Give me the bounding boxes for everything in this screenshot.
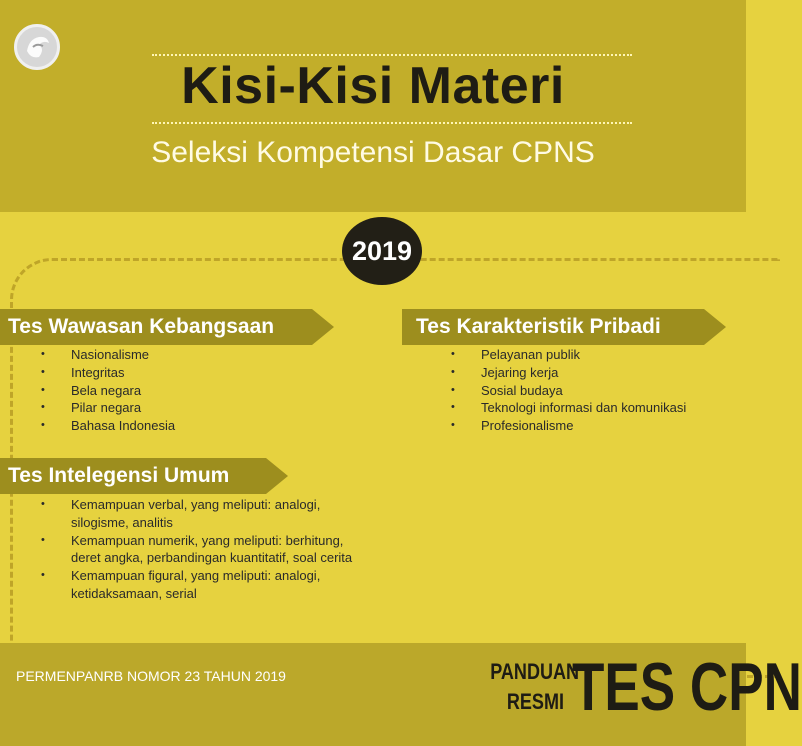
list-item: • Jejaring kerja — [451, 364, 686, 382]
page-title: Kisi-Kisi Materi — [181, 57, 565, 115]
section-title-tiu: Tes Intelegensi Umum — [0, 458, 266, 494]
list-item: • Bahasa Indonesia — [41, 417, 175, 435]
panduan-line: PANDUAN — [490, 659, 580, 684]
list-item: • Profesionalisme — [451, 417, 686, 435]
list-item: • Integritas — [41, 364, 175, 382]
tiu-list — [41, 496, 361, 603]
section-title-tkp: Tes Karakteristik Pribadi — [402, 309, 704, 345]
list-item: • Kemampuan numerik, yang meliputi: berhitung, deret angka, perbandingan kuantitatif, soal cerita — [41, 532, 361, 568]
twk-list — [41, 346, 175, 435]
panduan-resmi-label — [490, 657, 580, 717]
year-badge: 2019 — [342, 217, 422, 285]
list-item: • Teknologi informasi dan komunikasi — [451, 399, 686, 417]
list-item: • Bela negara — [41, 382, 175, 400]
list-item: • Kemampuan figural, yang meliputi: analogi, ketidaksamaan, serial — [41, 567, 361, 603]
header-dotted-line-bottom — [152, 122, 632, 124]
list-item: • Nasionalisme — [41, 346, 175, 364]
section-title-twk: Tes Wawasan Kebangsaan — [0, 309, 312, 345]
regulation-text: PERMENPANRB NOMOR 23 TAHUN 2019 — [16, 668, 286, 684]
page-subtitle: Seleksi Kompetensi Dasar CPNS — [151, 136, 595, 169]
list-item: • Sosial budaya — [451, 382, 686, 400]
brand-title: TES CPN — [572, 649, 802, 725]
list-item: • Kemampuan verbal, yang meliputi: analogi, silogisme, analitis — [41, 496, 361, 532]
list-item: • Pelayanan publik — [451, 346, 686, 364]
tkp-list — [451, 346, 686, 435]
resmi-line: RESMI — [506, 689, 564, 714]
list-item: • Pilar negara — [41, 399, 175, 417]
